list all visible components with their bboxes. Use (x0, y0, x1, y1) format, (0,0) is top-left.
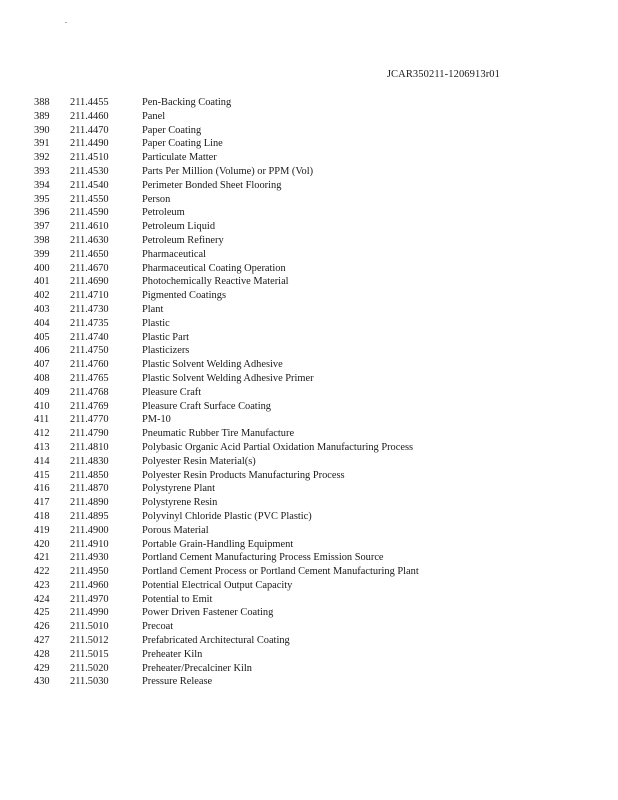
section-number: 211.5020 (70, 662, 109, 674)
list-item (34, 262, 594, 276)
section-number: 211.4710 (70, 290, 109, 302)
section-number: 211.4900 (70, 524, 109, 536)
list-item (34, 538, 594, 552)
section-number: 211.4970 (70, 593, 109, 605)
term-name: Pigmented Coatings (142, 290, 226, 302)
section-number: 211.4490 (70, 138, 109, 150)
term-name: Preheater Kiln (142, 648, 203, 660)
term-name: Porous Material (142, 524, 209, 536)
list-item (34, 482, 594, 496)
stray-mark: . (65, 16, 67, 25)
term-name: Paper Coating Line (142, 138, 223, 150)
list-item (34, 248, 594, 262)
term-name: Portland Cement Manufacturing Process Emission Source (142, 552, 384, 564)
list-item (34, 110, 594, 124)
term-name: Polyester Resin Material(s) (142, 455, 256, 467)
item-number: 426 (34, 621, 50, 633)
list-item (34, 151, 594, 165)
list-item (34, 551, 594, 565)
item-number: 389 (34, 110, 50, 122)
section-number: 211.4610 (70, 221, 109, 233)
item-number: 416 (34, 483, 50, 495)
term-name: Potential Electrical Output Capacity (142, 579, 293, 591)
term-name: Panel (142, 110, 166, 122)
term-name: Polystyrene Plant (142, 483, 216, 495)
item-number: 409 (34, 386, 50, 398)
section-number: 211.5030 (70, 676, 109, 688)
list-item (34, 662, 594, 676)
item-number: 414 (34, 455, 50, 467)
item-number: 424 (34, 593, 50, 605)
item-number: 427 (34, 635, 50, 647)
item-number: 412 (34, 428, 50, 440)
list-item (34, 606, 594, 620)
section-number: 211.4895 (70, 510, 109, 522)
list-item (34, 303, 594, 317)
item-number: 413 (34, 441, 50, 453)
term-name: Photochemically Reactive Material (142, 276, 289, 288)
list-item (34, 275, 594, 289)
definitions-list (34, 96, 594, 689)
term-name: Pressure Release (142, 676, 213, 688)
section-number: 211.4460 (70, 110, 109, 122)
list-item (34, 510, 594, 524)
term-name: Plastic Solvent Welding Adhesive (142, 359, 283, 371)
item-number: 417 (34, 497, 50, 509)
list-item (34, 648, 594, 662)
item-number: 393 (34, 165, 50, 177)
section-number: 211.4950 (70, 566, 109, 578)
item-number: 392 (34, 152, 50, 164)
item-number: 421 (34, 552, 50, 564)
list-item (34, 593, 594, 607)
list-item (34, 579, 594, 593)
section-number: 211.4530 (70, 165, 109, 177)
item-number: 425 (34, 607, 50, 619)
section-number: 211.4890 (70, 497, 109, 509)
item-number: 390 (34, 124, 50, 136)
section-number: 211.4830 (70, 455, 109, 467)
term-name: Paper Coating (142, 124, 202, 136)
list-item (34, 427, 594, 441)
section-number: 211.4768 (70, 386, 109, 398)
list-item (34, 620, 594, 634)
item-number: 411 (34, 414, 50, 426)
item-number: 405 (34, 331, 50, 343)
list-item (34, 634, 594, 648)
section-number: 211.4770 (70, 414, 109, 426)
list-item (34, 206, 594, 220)
section-number: 211.4960 (70, 579, 109, 591)
list-item (34, 331, 594, 345)
list-item (34, 317, 594, 331)
term-name: Plastic Part (142, 331, 190, 343)
item-number: 422 (34, 566, 50, 578)
term-name: Petroleum Liquid (142, 221, 216, 233)
section-number: 211.4590 (70, 207, 109, 219)
list-item (34, 675, 594, 689)
item-number: 402 (34, 290, 50, 302)
item-number: 396 (34, 207, 50, 219)
section-number: 211.4750 (70, 345, 109, 357)
section-number: 211.4810 (70, 441, 109, 453)
list-item (34, 386, 594, 400)
term-name: Preheater/Precalciner Kiln (142, 662, 252, 674)
term-name: Potential to Emit (142, 593, 213, 605)
list-item (34, 372, 594, 386)
list-item (34, 400, 594, 414)
term-name: Perimeter Bonded Sheet Flooring (142, 179, 282, 191)
list-item (34, 137, 594, 151)
item-number: 406 (34, 345, 50, 357)
item-number: 398 (34, 234, 50, 246)
section-number: 211.4470 (70, 124, 109, 136)
item-number: 399 (34, 248, 50, 260)
section-number: 211.4735 (70, 317, 109, 329)
list-item (34, 124, 594, 138)
list-item (34, 179, 594, 193)
list-item (34, 193, 594, 207)
section-number: 211.4650 (70, 248, 109, 260)
term-name: Polystyrene Resin (142, 497, 218, 509)
term-name: Power Driven Fastener Coating (142, 607, 274, 619)
term-name: Plant (142, 303, 164, 315)
section-number: 211.4670 (70, 262, 109, 274)
item-number: 400 (34, 262, 50, 274)
section-number: 211.4870 (70, 483, 109, 495)
document-id: JCAR350211-1206913r01 (386, 69, 500, 80)
term-name: Plastic (142, 317, 170, 329)
list-item (34, 358, 594, 372)
list-item (34, 96, 594, 110)
section-number: 211.4769 (70, 400, 109, 412)
section-number: 211.4630 (70, 234, 109, 246)
term-name: Prefabricated Architectural Coating (142, 635, 290, 647)
term-name: Pneumatic Rubber Tire Manufacture (142, 428, 295, 440)
section-number: 211.4740 (70, 331, 109, 343)
list-item (34, 524, 594, 538)
item-number: 429 (34, 662, 50, 674)
item-number: 394 (34, 179, 50, 191)
term-name: Precoat (142, 621, 174, 633)
term-name: PM-10 (142, 414, 171, 426)
section-number: 211.4690 (70, 276, 109, 288)
list-item (34, 289, 594, 303)
section-number: 211.4790 (70, 428, 109, 440)
list-item (34, 165, 594, 179)
term-name: Parts Per Million (Volume) or PPM (Vol) (142, 165, 314, 177)
term-name: Pleasure Craft (142, 386, 202, 398)
section-number: 211.5015 (70, 648, 109, 660)
item-number: 418 (34, 510, 50, 522)
item-number: 407 (34, 359, 50, 371)
section-number: 211.4930 (70, 552, 109, 564)
section-number: 211.4990 (70, 607, 109, 619)
list-item (34, 220, 594, 234)
item-number: 404 (34, 317, 50, 329)
section-number: 211.5012 (70, 635, 109, 647)
item-number: 408 (34, 372, 50, 384)
term-name: Polyvinyl Chloride Plastic (PVC Plastic) (142, 510, 312, 522)
section-number: 211.4730 (70, 303, 109, 315)
term-name: Particulate Matter (142, 152, 217, 164)
item-number: 395 (34, 193, 50, 205)
item-number: 430 (34, 676, 50, 688)
list-item (34, 469, 594, 483)
section-number: 211.4455 (70, 97, 109, 108)
item-number: 420 (34, 538, 50, 550)
term-name: Pharmaceutical Coating Operation (142, 262, 286, 274)
item-number: 410 (34, 400, 50, 412)
list-item (34, 344, 594, 358)
term-name: Polybasic Organic Acid Partial Oxidation Manufacturing Process (142, 441, 414, 453)
term-name: Portable Grain-Handling Equipment (142, 538, 294, 550)
section-number: 211.4850 (70, 469, 109, 481)
term-name: Pen-Backing Coating (142, 97, 232, 108)
item-number: 388 (34, 97, 50, 108)
item-number: 397 (34, 221, 50, 233)
section-number: 211.4765 (70, 372, 109, 384)
item-number: 403 (34, 303, 50, 315)
list-item (34, 413, 594, 427)
item-number: 423 (34, 579, 50, 591)
section-number: 211.4550 (70, 193, 109, 205)
list-item (34, 496, 594, 510)
term-name: Pharmaceutical (142, 248, 207, 260)
list-item (34, 565, 594, 579)
item-number: 401 (34, 276, 50, 288)
term-name: Plastic Solvent Welding Adhesive Primer (142, 372, 314, 384)
section-number: 211.5010 (70, 621, 109, 633)
section-number: 211.4760 (70, 359, 109, 371)
term-name: Person (142, 193, 171, 205)
term-name: Pleasure Craft Surface Coating (142, 400, 271, 412)
section-number: 211.4540 (70, 179, 109, 191)
item-number: 415 (34, 469, 50, 481)
term-name: Polyester Resin Products Manufacturing Process (142, 469, 345, 481)
term-name: Plasticizers (142, 345, 190, 357)
item-number: 428 (34, 648, 50, 660)
term-name: Portland Cement Process or Portland Cement Manufacturing Plant (142, 566, 419, 578)
list-item (34, 234, 594, 248)
section-number: 211.4910 (70, 538, 109, 550)
term-name: Petroleum (142, 207, 185, 219)
item-number: 391 (34, 138, 50, 150)
term-name: Petroleum Refinery (142, 234, 224, 246)
item-number: 419 (34, 524, 50, 536)
list-item (34, 455, 594, 469)
section-number: 211.4510 (70, 152, 109, 164)
list-item (34, 441, 594, 455)
